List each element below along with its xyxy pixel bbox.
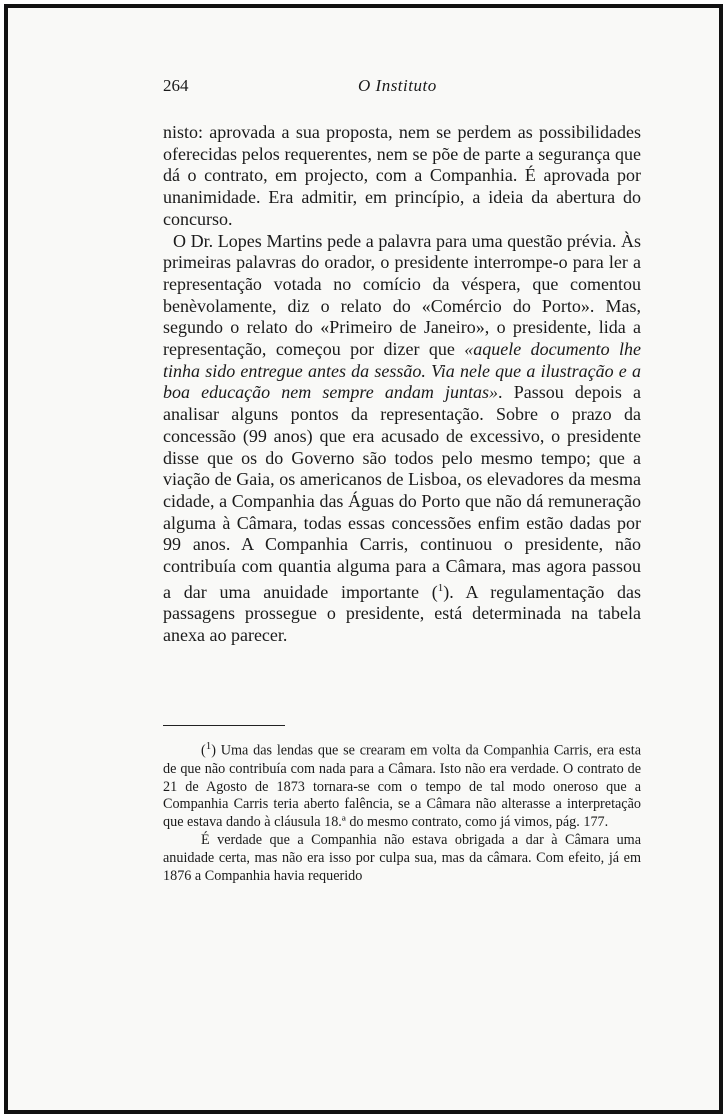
paragraph-2-text-c: ). A regulamentação das passagens prossegue o presidente, está determinada na tabela anexa ao parecer. — [163, 581, 641, 646]
paragraph-1: nisto: aprovada a sua proposta, nem se perdem as possibilidades oferecidas pelos requerentes, nem se põe de parte a segurança que dá o contrato, em projecto, com a Companhia. É aprovada por unanimidade. Era admitir, em princípio, a ideia da abertura do concurso. — [163, 122, 641, 229]
running-title: O Instituto — [358, 76, 437, 95]
footnote-reference: 1 — [437, 581, 444, 594]
footnote-1-text: Uma das lendas que se crearam em volta da Companhia Carris, era esta de que não contribuía com nada para a Câmara. Isto não era verdade. O contrato de 21 de Agosto de 1873 tornara-se com o tempo de tal modo oneroso que a Companhia Carris teria aberto falência, se a Câmara não alterasse a interpretação que estava dando à cláusula 18.ª do mesmo contrato, como já vimos, pág. 177. — [163, 742, 641, 831]
page-header — [163, 76, 641, 100]
paragraph-2-quote: «aquele documento lhe tinha sido entregue antes da sessão. Via nele que a ilustração e a boa educação nem sempre andam juntas» — [163, 339, 641, 403]
footnote-1: ($^1$) Uma das lendas que se crearam em volta da Companhia Carris, era esta de que não contribuía com nada para a Câmara. Isto não era verdade. O contrato de 21 de Agosto de 1873 tornara-se com o tempo de tal modo oneroso que a Companhia Carris teria aberto falência, se a Câmara não alterasse a interpretação que estava dando à cláusula 18.ª do mesmo contrato, como já vimos, pág. 177. — [163, 740, 641, 831]
footnotes — [163, 738, 641, 886]
paragraph-2 — [163, 231, 641, 647]
paragraph-2-text-a: O Dr. Lopes Martins pede a palavra para uma questão prévia. Às primeiras palavras do orador, o presidente interrompe-o para ler a representação votada no comício da véspera, que comentou benèvolamente, diz o relato do «Comércio do Porto». Mas, segundo o relato do «Primeiro de Janeiro», o presidente, lida a representação, começou por dizer que — [163, 230, 641, 360]
page-number: 264 — [163, 76, 189, 95]
paragraph-2-text-b: . Passou depois a analisar alguns pontos da representação. Sobre o prazo da concessão (99 anos) que era acusado de excessivo, o presidente disse que os do Governo são todos pelo mesmo tempo; que a viação de Gaia, os americanos de Lisboa, os elevadores da mesma cidade, a Companhia das Águas do Porto que não dá remuneração alguma à Câmara, todas essas concessões enfim estão dadas por 99 anos. A Companhia Carris, continuou o presidente, não contribuía com quantia alguma para a Câmara, mas agora passou a dar uma anuidade importante ( — [163, 382, 641, 602]
body-text — [163, 122, 641, 647]
footnote-1-continuation: É verdade que a Companhia não estava obrigada a dar à Câmara uma anuidade certa, mas não era isso por culpa sua, mas da câmara. Com efeito, já em 1876 a Companhia havia requerido — [163, 832, 641, 885]
footnote-1-marker: 1 — [205, 740, 212, 752]
footnote-rule — [163, 725, 285, 726]
